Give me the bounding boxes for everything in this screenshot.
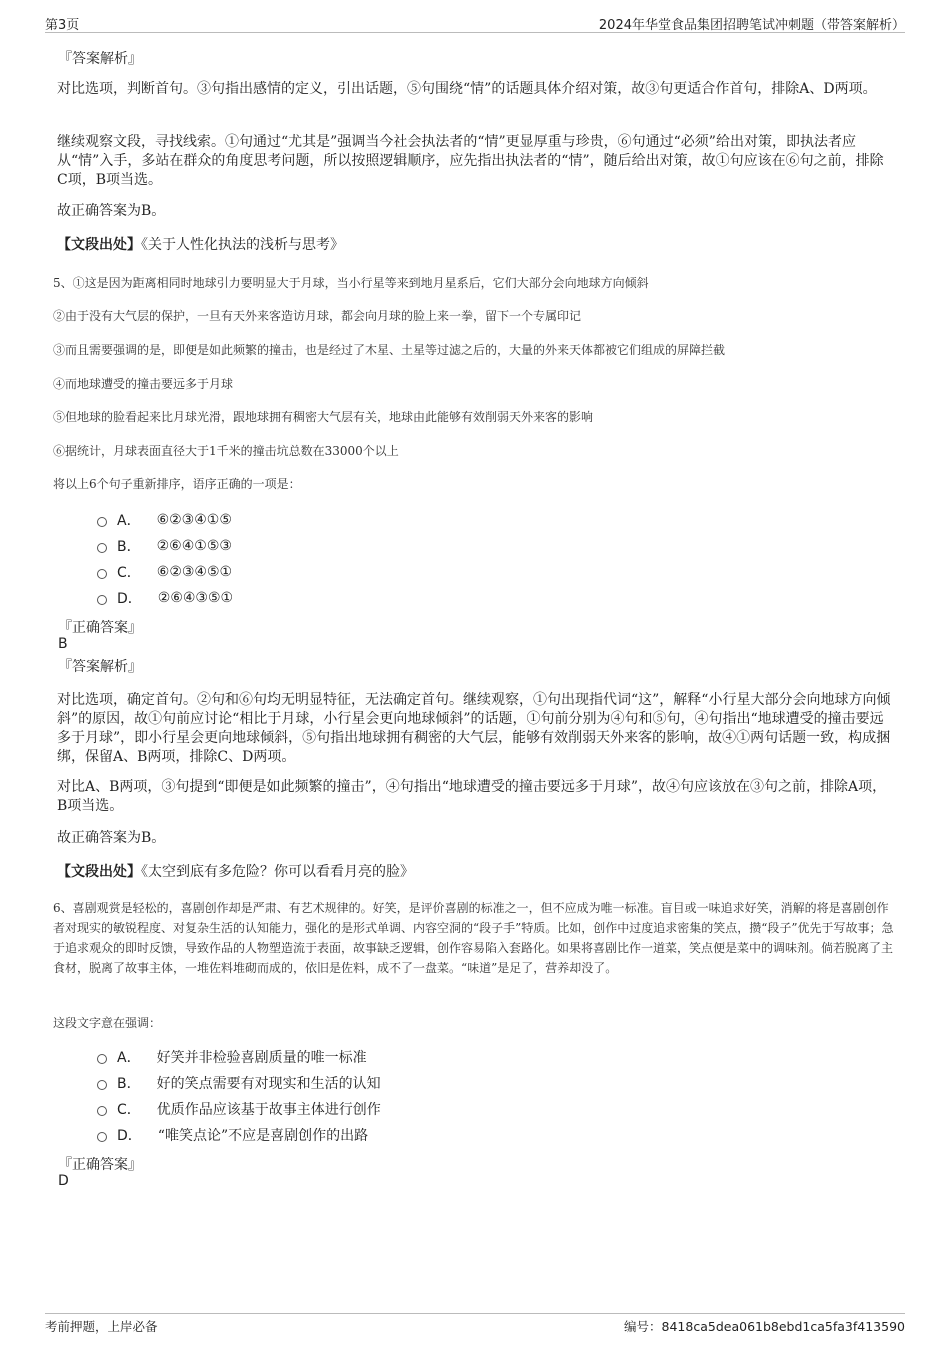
q4-analysis-p3: 故正确答案为B。 bbox=[57, 203, 166, 219]
option-text: “唯笑点论”不应是喜剧创作的出路 bbox=[157, 1128, 369, 1144]
q6-option-c[interactable] bbox=[97, 1099, 381, 1119]
q5-sentence-3: ③而且需要强调的是，即便是如此频繁的撞击，也是经过了木星、土星等过滤之后的，大量的外来天体都被它们组成的屏障拦截 bbox=[53, 343, 726, 357]
option-key: A． bbox=[117, 1050, 141, 1066]
q5-analysis-p2: 对比A、B两项，③句提到“即便是如此频繁的撞击”，④句指出“地球遭受的撞击要远多于月球”，故④句应该放在③句之前，排除A项，B项当选。 bbox=[57, 779, 887, 814]
q6-option-b[interactable] bbox=[97, 1073, 381, 1093]
option-key: C． bbox=[117, 1102, 141, 1118]
q5-answer-label: 『正确答案』 bbox=[58, 620, 142, 636]
q5-sentence-4: ④而地球遭受的撞击要远多于月球 bbox=[53, 377, 234, 391]
q5-sentence-6: ⑥据统计，月球表面直径大于1千米的撞击坑总数在33000个以上 bbox=[53, 444, 399, 458]
q5-option-b[interactable] bbox=[97, 536, 232, 556]
q4-source-text: 《关于人性化执法的浅析与思考》 bbox=[141, 237, 344, 253]
option-text: ②⑥④①⑤③ bbox=[156, 538, 232, 554]
radio-icon[interactable] bbox=[97, 517, 107, 527]
option-key: A． bbox=[117, 513, 141, 529]
q6-option-d[interactable] bbox=[97, 1125, 368, 1145]
q5-answer: B bbox=[58, 636, 68, 652]
radio-icon[interactable] bbox=[97, 1106, 107, 1116]
option-text: ⑥②③④⑤① bbox=[156, 564, 233, 580]
q4-source-label: 【文段出处】 bbox=[57, 237, 141, 253]
radio-icon[interactable] bbox=[97, 595, 107, 605]
q5-sentence-2: ②由于没有大气层的保护，一旦有天外来客造访月球，都会向月球的脸上来一拳，留下一个专属印记 bbox=[53, 309, 582, 323]
q4-analysis-label: 『答案解析』 bbox=[58, 51, 142, 67]
q5-option-a[interactable] bbox=[97, 510, 232, 530]
q5-analysis-p1: 对比选项，确定首句。②句和⑥句均无明显特征，无法确定首句。继续观察，①句出现指代词“这”，解释“小行星大部分会向地球方向倾斜”的原因，故①句前应讨论“相比于月球，小行星会更向地球倾斜”的话题，①句前分别为④句和⑤句，④句指出“地球遭受的撞击要远多于月球”，即小行星会更向地球倾斜，⑤句指出地球拥有稠密的大气层，能够有效削弱天外来客的影响，故④①两句话题一致，构成捆绑，保留A、B两项，排除C、D两项。 bbox=[57, 692, 891, 765]
option-text: 优质作品应该基于故事主体进行创作 bbox=[156, 1102, 381, 1118]
page-number: 第3页 bbox=[45, 18, 80, 33]
page-footer bbox=[45, 1313, 905, 1334]
option-text: ②⑥④③⑤① bbox=[157, 590, 234, 606]
q5-analysis-label: 『答案解析』 bbox=[58, 659, 142, 675]
q5-sentence-5: ⑤但地球的脸看起来比月球光滑，跟地球拥有稠密大气层有关，地球由此能够有效削弱天外来客的影响 bbox=[53, 410, 594, 424]
q5-analysis-p3: 故正确答案为B。 bbox=[57, 830, 166, 846]
option-text: 好笑并非检验喜剧质量的唯一标准 bbox=[156, 1050, 367, 1066]
option-key: D． bbox=[117, 1128, 142, 1144]
option-text: ⑥②③④①⑤ bbox=[156, 512, 232, 528]
q5-source bbox=[57, 863, 892, 882]
option-text: 好的笑点需要有对现实和生活的认知 bbox=[156, 1076, 381, 1092]
option-key: B． bbox=[117, 1076, 141, 1092]
document-title: 2024年华堂食品集团招聘笔试冲刺题（带答案解析） bbox=[598, 18, 905, 33]
radio-icon[interactable] bbox=[97, 1080, 107, 1090]
q6-option-a[interactable] bbox=[97, 1047, 367, 1067]
q6-answer: D bbox=[58, 1173, 69, 1189]
q4-analysis-p2: 继续观察文段，寻找线索。①句通过“尤其是”强调当今社会执法者的“情”更显厚重与珍贵，⑥句通过“必须”给出对策，即执法者应从“情”入手，多站在群众的角度思考问题，所以按照逻辑顺序，应先指出执法者的“情”，随后给出对策，故①句应该在⑥句之前，排除C项，B项当选。 bbox=[57, 134, 884, 188]
q5-source-text: 《太空到底有多危险？你可以看看月亮的脸》 bbox=[141, 864, 414, 880]
radio-icon[interactable] bbox=[97, 569, 107, 579]
q5-sentence-1: 5、①这是因为距离相同时地球引力要明显大于月球，当小行星等来到地月星系后，它们大部分会向地球方向倾斜 bbox=[53, 276, 649, 290]
q4-source bbox=[57, 236, 892, 255]
q5-prompt: 将以上6个句子重新排序，语序正确的一项是： bbox=[53, 477, 301, 491]
q4-analysis-p1: 对比选项，判断首句。③句指出感情的定义，引出话题，⑤句围绕“情”的话题具体介绍对策，故③句更适合作首句，排除A、D两项。 bbox=[57, 81, 877, 97]
radio-icon[interactable] bbox=[97, 1054, 107, 1064]
option-key: C． bbox=[117, 565, 141, 581]
option-key: B． bbox=[117, 539, 141, 555]
q5-option-c[interactable] bbox=[97, 562, 232, 582]
q6-prompt: 这段文字意在强调： bbox=[53, 1016, 162, 1030]
page-header bbox=[45, 12, 905, 33]
q5-option-d[interactable] bbox=[97, 588, 233, 608]
q5-source-label: 【文段出处】 bbox=[57, 864, 141, 880]
footer-slogan: 考前押题，上岸必备 bbox=[45, 1319, 158, 1334]
q6-stem: 6、喜剧观赏是轻松的，喜剧创作却是严肃、有艺术规律的。好笑，是评价喜剧的标准之一，但不应成为唯一标准。盲目或一味追求好笑，消解的将是喜剧创作者对现实的敏锐程度、对复杂生活的认知能力，强化的是形式单调、内容空洞的“段子手”特质。比如，创作中过度追求密集的笑点，攒“段子”优先于写故事；急于追求观众的即时反馈，导致作品的人物塑造流于表面，故事缺乏逻辑，创作容易陷入套路化。如果将喜剧比作一道菜，笑点便是菜中的调味剂。倘若脱离了主食材，脱离了故事主体，一堆佐料堆砌而成的，依旧是佐料，成不了一盘菜。“味道”是足了，营养却没了。 bbox=[53, 901, 894, 975]
footer-serial: 编号：8418ca5dea061b8ebd1ca5fa3f413590 bbox=[624, 1319, 905, 1334]
radio-icon[interactable] bbox=[97, 1132, 107, 1142]
option-key: D． bbox=[117, 591, 142, 607]
radio-icon[interactable] bbox=[97, 543, 107, 553]
q6-answer-label: 『正确答案』 bbox=[58, 1157, 142, 1173]
